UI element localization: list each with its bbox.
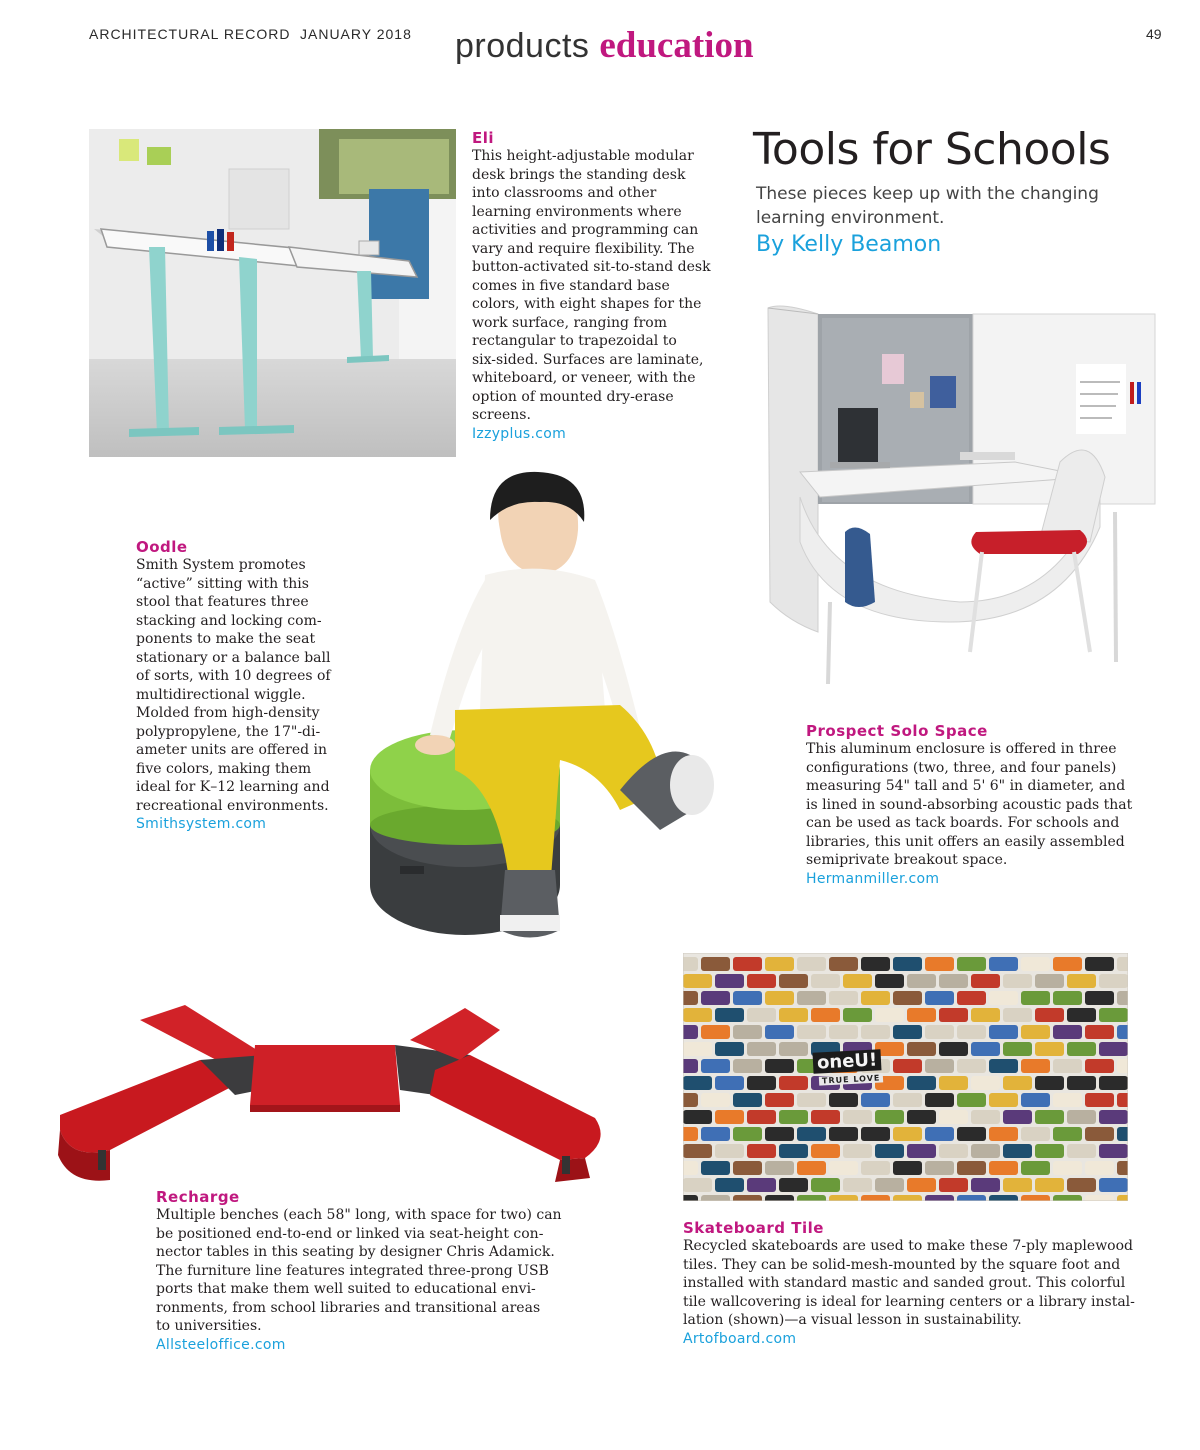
- product-skateboard-tile: [683, 1219, 1143, 1348]
- skateboard-tile: [715, 1076, 744, 1090]
- skateboard-tile: [989, 991, 1018, 1005]
- skateboard-tile: [683, 1042, 712, 1056]
- page-number: 49: [1146, 26, 1162, 42]
- skateboard-tile: [1117, 1127, 1128, 1141]
- skateboard-tile: [1067, 1008, 1096, 1022]
- skateboard-tile: [1035, 1144, 1064, 1158]
- skateboard-tile: [1085, 991, 1114, 1005]
- skateboard-tile: [843, 1144, 872, 1158]
- skateboard-tile: [843, 974, 872, 988]
- text-line: measuring 54" tall and 5' 6" in diameter, and: [806, 778, 1126, 794]
- skateboard-tile: [683, 1008, 712, 1022]
- skateboard-tile: [1099, 1178, 1128, 1192]
- skateboard-tile: [829, 1093, 858, 1107]
- skateboard-tile: [1053, 1161, 1082, 1175]
- text-line: colors, with eight shapes for the: [472, 296, 702, 312]
- skateboard-tile: [747, 1042, 776, 1056]
- article-byline: By Kelly Beamon: [756, 232, 942, 257]
- skateboard-tile: [1117, 1093, 1128, 1107]
- skateboard-tile: [765, 991, 794, 1005]
- skateboard-tile: [907, 1042, 936, 1056]
- skateboard-tile: [715, 974, 744, 988]
- text-line: screens.: [472, 407, 531, 423]
- skateboard-tile: [1085, 1127, 1114, 1141]
- skateboard-tile: [1021, 957, 1050, 971]
- skateboard-tile: [893, 1025, 922, 1039]
- skateboard-tile: [925, 1059, 954, 1073]
- skateboard-tile: [683, 1178, 712, 1192]
- skateboard-tile: [779, 1178, 808, 1192]
- skateboard-tile: [893, 1059, 922, 1073]
- skateboard-tile: [1003, 1110, 1032, 1124]
- section-title-bold: education: [599, 25, 754, 66]
- article-title: Tools for Schools: [753, 124, 1111, 175]
- skateboard-tile: [907, 1008, 936, 1022]
- text-line: vary and require flexibility. The: [472, 240, 695, 257]
- product-url[interactable]: Izzyplus.com: [472, 425, 567, 442]
- skateboard-tile: [779, 1144, 808, 1158]
- skateboard-tile: [1067, 1178, 1096, 1192]
- skateboard-tile: [925, 1161, 954, 1175]
- skateboard-tile: [1053, 957, 1082, 971]
- skateboard-tile: [1021, 1059, 1050, 1073]
- skateboard-tile: [715, 1178, 744, 1192]
- text-line: six-sided. Surfaces are laminate,: [472, 351, 704, 368]
- skateboard-tile: [733, 1127, 762, 1141]
- skateboard-tile: [701, 1195, 730, 1201]
- skateboard-tile: [683, 1127, 698, 1141]
- skateboard-tile: [701, 1059, 730, 1073]
- skateboard-tile: [907, 1178, 936, 1192]
- skateboard-tile: [893, 1093, 922, 1107]
- skateboard-tile: [1053, 991, 1082, 1005]
- product-prospect: [806, 722, 1146, 888]
- skateboard-tile: [1021, 991, 1050, 1005]
- skateboard-tile: [1067, 1110, 1096, 1124]
- text-line: tile wallcovering is ideal for learning centers or a library instal-: [683, 1293, 1135, 1310]
- skateboard-tile: [683, 957, 698, 971]
- skateboard-tile: [715, 1110, 744, 1124]
- skateboard-tile: [829, 991, 858, 1005]
- skateboard-tile: [875, 1008, 904, 1022]
- skateboard-tile: [1021, 1025, 1050, 1039]
- skateboard-tile: [843, 1110, 872, 1124]
- skateboard-tile: [1035, 1008, 1064, 1022]
- skateboard-tile: [861, 1161, 890, 1175]
- product-eli: [472, 129, 722, 443]
- tile-logo-text: oneU!: [812, 1049, 881, 1074]
- skateboard-tile: [829, 957, 858, 971]
- skateboard-tile: [1021, 1127, 1050, 1141]
- skateboard-tile: [957, 991, 986, 1005]
- skateboard-tile: [747, 1008, 776, 1022]
- skateboard-tile: [811, 1110, 840, 1124]
- skateboard-tile: [683, 1144, 712, 1158]
- skateboard-tile: [683, 1110, 712, 1124]
- eli-desk-photo: [89, 129, 456, 457]
- product-description: [136, 556, 351, 815]
- skateboard-tile: [875, 1144, 904, 1158]
- skateboard-tile: [811, 1144, 840, 1158]
- text-line: into classrooms and other: [472, 185, 657, 201]
- skateboard-tile: [1099, 1076, 1128, 1090]
- skateboard-tile: [1067, 1042, 1096, 1056]
- product-url[interactable]: Allsteeloffice.com: [156, 1336, 286, 1353]
- skateboard-tile: [893, 1127, 922, 1141]
- article-deck: [756, 182, 1099, 230]
- skateboard-tile: [1099, 974, 1128, 988]
- skateboard-tile: [989, 1025, 1018, 1039]
- text-line: rectangular to trapezoidal to: [472, 333, 677, 349]
- skateboard-tile: [989, 1127, 1018, 1141]
- text-line: five colors, making them: [136, 760, 312, 777]
- skateboard-tile: [747, 1076, 776, 1090]
- skateboard-tile: [733, 957, 762, 971]
- skateboard-tile: [1053, 1195, 1082, 1201]
- skateboard-tile: [1035, 974, 1064, 988]
- skateboard-tile: [683, 974, 712, 988]
- skateboard-tile: [957, 957, 986, 971]
- skateboard-tile: [893, 1195, 922, 1201]
- skateboard-tile: [1099, 1144, 1128, 1158]
- text-line: polypropylene, the 17"-di-: [136, 723, 321, 740]
- skateboard-tile: [925, 991, 954, 1005]
- skateboard-tile: [797, 991, 826, 1005]
- prospect-solo-space-photo: [760, 302, 1160, 694]
- skateboard-tile: [797, 957, 826, 971]
- skateboard-tile: [989, 957, 1018, 971]
- skateboard-tile: [843, 1178, 872, 1192]
- skateboard-tile: [989, 1195, 1018, 1201]
- skateboard-tile: [1117, 1059, 1128, 1073]
- skateboard-tile: [1035, 1110, 1064, 1124]
- skateboard-tile: [683, 1059, 698, 1073]
- skateboard-tile: [779, 1008, 808, 1022]
- skateboard-tile: [701, 1161, 730, 1175]
- skateboard-tile: [907, 1110, 936, 1124]
- skateboard-tile: [683, 1161, 698, 1175]
- skateboard-tile: [1053, 1059, 1082, 1073]
- skateboard-tile: [701, 957, 730, 971]
- product-description: [472, 147, 722, 425]
- skateboard-tile: [1053, 1093, 1082, 1107]
- text-line: lation (shown)—a visual lesson in sustainability.: [683, 1312, 1022, 1328]
- skateboard-tile: [957, 1195, 986, 1201]
- skateboard-tile: [701, 1093, 730, 1107]
- skateboard-tile: [861, 957, 890, 971]
- product-url[interactable]: Hermanmiller.com: [806, 870, 940, 887]
- skateboard-tile: [1003, 1008, 1032, 1022]
- text-line: stool that features three: [136, 594, 309, 610]
- text-line: The furniture line features integrated three-prong USB: [156, 1262, 549, 1279]
- skateboard-tile: [875, 1178, 904, 1192]
- issue-date: JANUARY 2018: [300, 26, 412, 42]
- article-deck-line: These pieces keep up with the changing: [756, 184, 1099, 204]
- skateboard-tile-photo: [683, 953, 1128, 1201]
- text-line: “active” sitting with this: [136, 575, 309, 592]
- skateboard-tile: [893, 957, 922, 971]
- skateboard-tile: [733, 1025, 762, 1039]
- publication-name: ARCHITECTURAL RECORD: [89, 26, 291, 42]
- skateboard-tile: [683, 1195, 698, 1201]
- text-line: comes in five standard base: [472, 277, 670, 294]
- text-line: to universities.: [156, 1318, 262, 1334]
- skateboard-tile: [1003, 1042, 1032, 1056]
- skateboard-tile: [779, 1110, 808, 1124]
- skateboard-tile: [957, 1025, 986, 1039]
- skateboard-tile: [843, 1008, 872, 1022]
- skateboard-tile: [797, 1195, 826, 1201]
- section-title: [455, 24, 754, 67]
- skateboard-tile: [925, 1195, 954, 1201]
- skateboard-tile: [811, 1008, 840, 1022]
- skateboard-tile: [939, 1178, 968, 1192]
- skateboard-tile: [765, 1195, 794, 1201]
- skateboard-tile: [971, 1042, 1000, 1056]
- skateboard-tile: [779, 1076, 808, 1090]
- skateboard-tile: [925, 1127, 954, 1141]
- product-name: Prospect Solo Space: [806, 722, 988, 740]
- skateboard-tile: [1003, 974, 1032, 988]
- skateboard-tile: [861, 1127, 890, 1141]
- text-line: stacking and locking com-: [136, 612, 322, 629]
- text-line: installed with standard mastic and sanded grout. This colorful: [683, 1275, 1126, 1291]
- skateboard-tile: [1053, 1025, 1082, 1039]
- skateboard-tile: [957, 1059, 986, 1073]
- skateboard-tile: [1117, 1025, 1128, 1039]
- skateboard-tile: [939, 1076, 968, 1090]
- text-line: is lined in sound-absorbing acoustic pads that: [806, 796, 1133, 813]
- text-line: multidirectional wiggle.: [136, 686, 306, 703]
- skateboard-tile: [893, 1161, 922, 1175]
- text-line: This height-adjustable modular: [472, 148, 694, 164]
- text-line: activities and programming can: [472, 222, 699, 238]
- skateboard-tile: [765, 1059, 794, 1073]
- skateboard-tile: [939, 1110, 968, 1124]
- skateboard-tile: [1021, 1161, 1050, 1175]
- skateboard-tile: [971, 1110, 1000, 1124]
- skateboard-tile: [925, 957, 954, 971]
- article-deck-line: learning environment.: [756, 208, 945, 228]
- skateboard-tile: [829, 1195, 858, 1201]
- product-url[interactable]: Smithsystem.com: [136, 816, 267, 832]
- product-name: Skateboard Tile: [683, 1219, 824, 1237]
- oodle-stool-photo: [360, 470, 740, 960]
- skateboard-tile: [747, 1178, 776, 1192]
- text-line: button-activated sit-to-stand desk: [472, 259, 711, 275]
- skateboard-tile: [989, 1161, 1018, 1175]
- text-line: work surface, ranging from: [472, 314, 667, 331]
- skateboard-tile: [1085, 1093, 1114, 1107]
- skateboard-tile: [957, 1161, 986, 1175]
- product-description: [683, 1237, 1143, 1330]
- skateboard-tile: [829, 1161, 858, 1175]
- skateboard-tile: [1035, 1178, 1064, 1192]
- text-line: option of mounted dry-erase: [472, 388, 674, 405]
- skateboard-tile: [989, 1059, 1018, 1073]
- skateboard-tile: [715, 1144, 744, 1158]
- skateboard-tile: [733, 991, 762, 1005]
- skateboard-tile: [939, 1144, 968, 1158]
- skateboard-tile: [907, 1144, 936, 1158]
- product-description: [156, 1206, 576, 1336]
- skateboard-tile: [747, 1144, 776, 1158]
- skateboard-tile: [971, 1178, 1000, 1192]
- skateboard-tile: [683, 991, 698, 1005]
- product-url[interactable]: Artofboard.com: [683, 1330, 797, 1347]
- skateboard-tile: [733, 1059, 762, 1073]
- skateboard-tile: [957, 1127, 986, 1141]
- text-line: Multiple benches (each 58" long, with space for two) can: [156, 1207, 562, 1223]
- skateboard-tile: [1099, 1042, 1128, 1056]
- skateboard-tile: [1085, 1195, 1114, 1201]
- text-line: can be used as tack boards. For schools and: [806, 815, 1120, 831]
- skateboard-tile: [1021, 1093, 1050, 1107]
- skateboard-tile: [939, 974, 968, 988]
- skateboard-tile: [1067, 1076, 1096, 1090]
- skateboard-tile: [939, 1042, 968, 1056]
- text-line: libraries, this unit offers an easily assembled: [806, 833, 1125, 850]
- text-line: recreational environments.: [136, 797, 329, 814]
- skateboard-tile: [829, 1127, 858, 1141]
- product-recharge: [156, 1188, 576, 1354]
- text-line: ronments, from school libraries and transitional areas: [156, 1299, 541, 1316]
- skateboard-tile: [1085, 957, 1114, 971]
- skateboard-tile: [971, 1008, 1000, 1022]
- text-line: whiteboard, or veneer, with the: [472, 370, 696, 386]
- skateboard-tile: [747, 974, 776, 988]
- skateboard-tile: [1099, 1008, 1128, 1022]
- product-name: Recharge: [156, 1188, 240, 1206]
- skateboard-tile: [1117, 957, 1128, 971]
- skateboard-tile: [715, 1042, 744, 1056]
- product-name: Eli: [472, 129, 495, 147]
- tile-sticker-text: TRUE LOVE: [819, 1073, 884, 1085]
- skateboard-tile: [1117, 1195, 1128, 1201]
- text-line: configurations (two, three, and four panels): [806, 759, 1117, 776]
- product-description: [806, 740, 1146, 870]
- text-line: Molded from high-density: [136, 705, 320, 721]
- text-line: ameter units are offered in: [136, 742, 328, 758]
- text-line: ideal for K–12 learning and: [136, 779, 330, 795]
- text-line: tiles. They can be solid-mesh-mounted by the square foot and: [683, 1256, 1121, 1273]
- skateboard-tile: [765, 1025, 794, 1039]
- skateboard-tile: [715, 1008, 744, 1022]
- skateboard-tile: [829, 1025, 858, 1039]
- skateboard-tile: [971, 974, 1000, 988]
- skateboard-tile: [701, 1127, 730, 1141]
- skateboard-tile: [925, 1093, 954, 1107]
- skateboard-tile: [811, 974, 840, 988]
- skateboard-tile: [1067, 974, 1096, 988]
- text-line: be positioned end-to-end or linked via seat-height con-: [156, 1225, 544, 1242]
- skateboard-tile: [1117, 1161, 1128, 1175]
- skateboard-tile: [1035, 1076, 1064, 1090]
- skateboard-tile: [925, 1025, 954, 1039]
- skateboard-tile: [733, 1195, 762, 1201]
- skateboard-tile: [811, 1178, 840, 1192]
- text-line: of sorts, with 10 degrees of: [136, 668, 331, 684]
- skateboard-tile: [1067, 1144, 1096, 1158]
- skateboard-tile: [765, 1127, 794, 1141]
- skateboard-tile: [1085, 1059, 1114, 1073]
- text-line: stationary or a balance ball: [136, 649, 331, 666]
- skateboard-tile: [971, 1144, 1000, 1158]
- skateboard-tile: [1117, 991, 1128, 1005]
- skateboard-tile: [875, 974, 904, 988]
- skateboard-tile: [765, 1161, 794, 1175]
- text-line: This aluminum enclosure is offered in three: [806, 741, 1117, 757]
- skateboard-tile: [683, 1093, 698, 1107]
- skateboard-tile: [957, 1093, 986, 1107]
- skateboard-tile: [683, 1025, 698, 1039]
- skateboard-tile: [747, 1110, 776, 1124]
- product-name: Oodle: [136, 538, 188, 556]
- skateboard-tile: [1003, 1178, 1032, 1192]
- text-line: ports that make them well suited to educational envi-: [156, 1281, 536, 1297]
- skateboard-tile: [765, 1093, 794, 1107]
- skateboard-tile: [1021, 1195, 1050, 1201]
- skateboard-tile: [1085, 1161, 1114, 1175]
- text-line: Smith System promotes: [136, 557, 306, 573]
- skateboard-tile: [861, 1195, 890, 1201]
- skateboard-tile: [971, 1076, 1000, 1090]
- recharge-bench-photo: [50, 1000, 610, 1185]
- section-title-light: products: [455, 27, 590, 65]
- skateboard-tile: [779, 974, 808, 988]
- skateboard-tile: [779, 1042, 808, 1056]
- skateboard-tile: [1085, 1025, 1114, 1039]
- skateboard-tile: [861, 991, 890, 1005]
- skateboard-tile: [861, 1025, 890, 1039]
- product-oodle: [136, 538, 351, 833]
- skateboard-tile: [907, 974, 936, 988]
- skateboard-tile: [1003, 1144, 1032, 1158]
- skateboard-tile: [797, 1093, 826, 1107]
- skateboard-tile: [797, 1161, 826, 1175]
- skateboard-tile: [861, 1093, 890, 1107]
- skateboard-tile: [1053, 1127, 1082, 1141]
- skateboard-tile: [875, 1110, 904, 1124]
- text-line: semiprivate breakout space.: [806, 852, 1008, 868]
- skateboard-tile: [701, 1025, 730, 1039]
- skateboard-tile: [1003, 1076, 1032, 1090]
- skateboard-tile: [701, 991, 730, 1005]
- skateboard-tile: [989, 1093, 1018, 1107]
- text-line: ponents to make the seat: [136, 631, 316, 647]
- text-line: desk brings the standing desk: [472, 166, 686, 183]
- skateboard-tile: [907, 1076, 936, 1090]
- skateboard-tile: [683, 1076, 712, 1090]
- skateboard-tile: [733, 1161, 762, 1175]
- skateboard-tile: [765, 957, 794, 971]
- text-line: Recycled skateboards are used to make these 7-ply maplewood: [683, 1238, 1133, 1254]
- skateboard-tile: [893, 991, 922, 1005]
- skateboard-tile: [733, 1093, 762, 1107]
- skateboard-tile: [797, 1025, 826, 1039]
- text-line: learning environments where: [472, 203, 682, 220]
- text-line: nector tables in this seating by designer Chris Adamick.: [156, 1244, 555, 1260]
- skateboard-tile: [797, 1127, 826, 1141]
- skateboard-tile: [1099, 1110, 1128, 1124]
- skateboard-tile: [1035, 1042, 1064, 1056]
- skateboard-tile: [939, 1008, 968, 1022]
